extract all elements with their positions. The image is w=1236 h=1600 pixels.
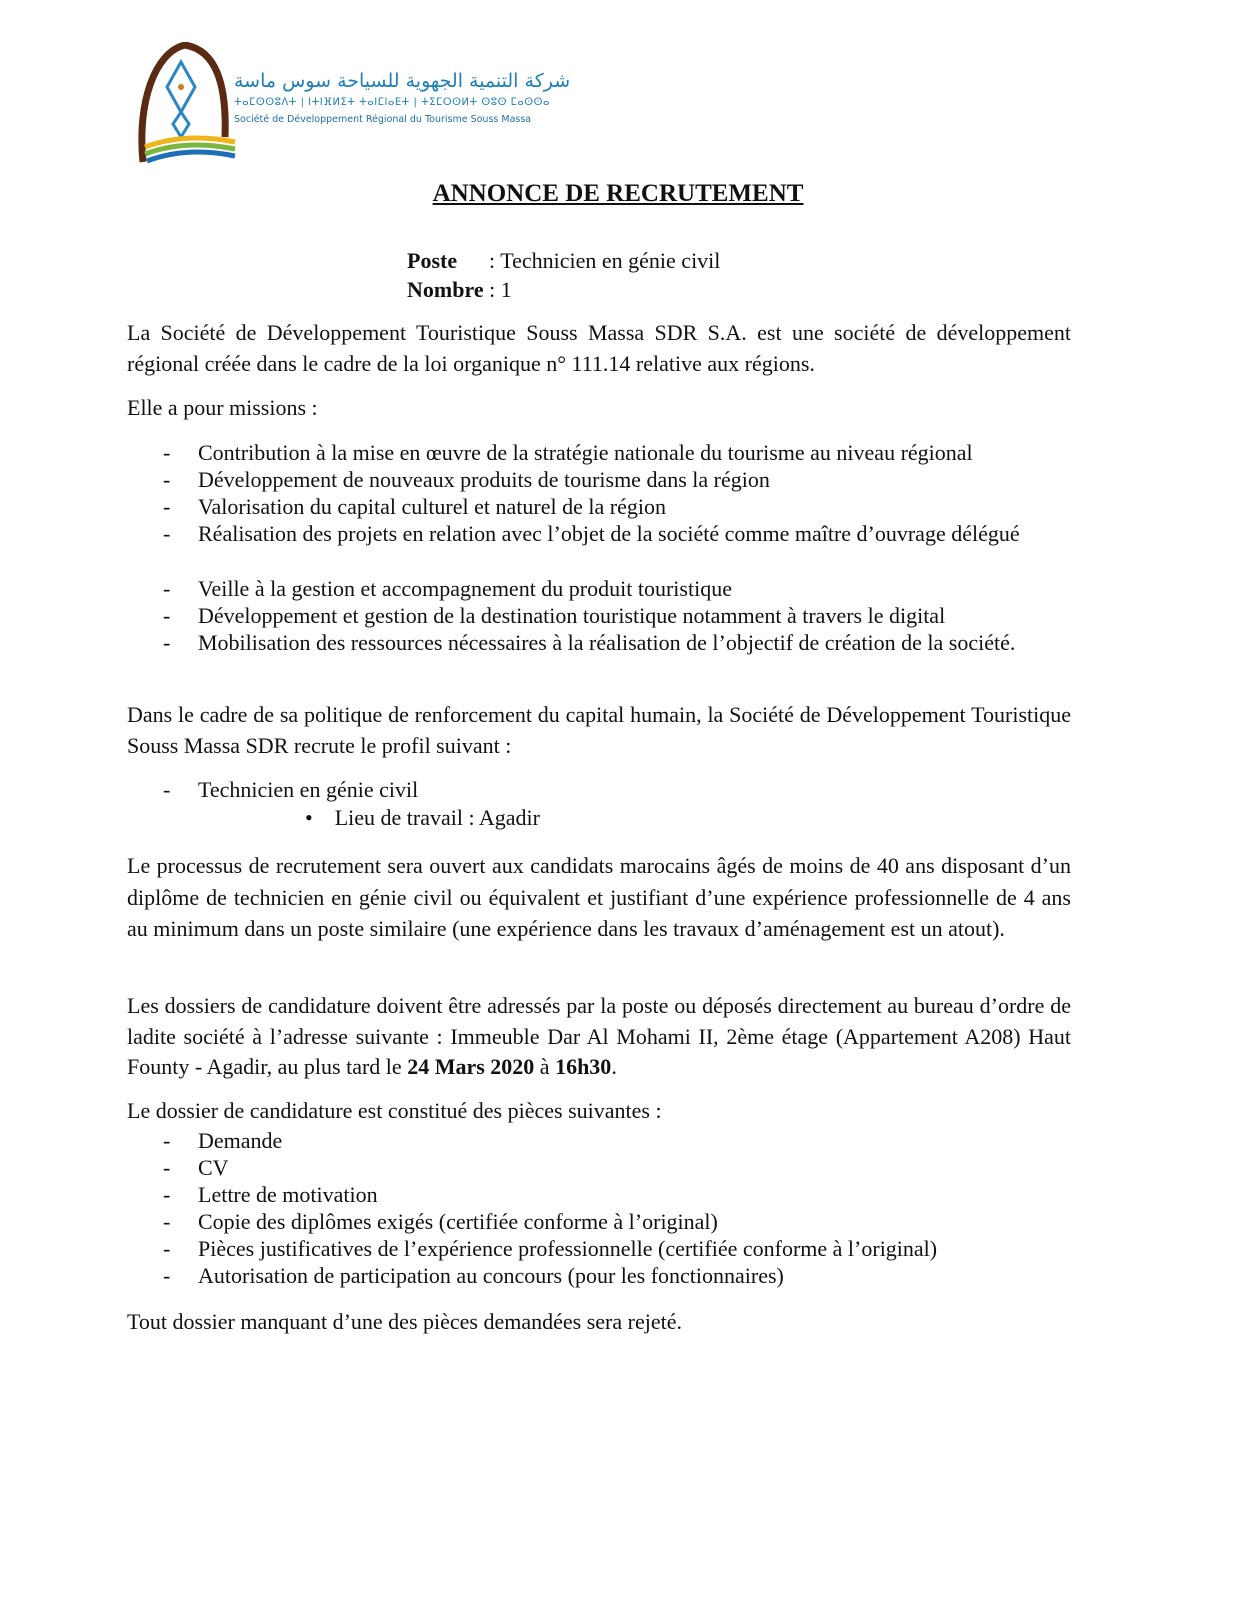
deadline-time: 16h30 xyxy=(555,1054,612,1079)
dash: - xyxy=(163,1263,171,1288)
dash: - xyxy=(163,1182,171,1207)
bullet-icon: • xyxy=(305,805,313,830)
dash: - xyxy=(163,1128,171,1153)
piece-item-text: Pièces justificatives de l’expérience professionnelle (certifiée conforme à l’original) xyxy=(198,1236,938,1261)
poste-line xyxy=(407,248,720,274)
nombre-label: Nombre xyxy=(407,277,484,302)
mission-item-text: Développement et gestion de la destination touristique notamment à travers le digital xyxy=(198,603,946,628)
piece-item xyxy=(163,1208,1063,1235)
depot-end: . xyxy=(611,1054,617,1079)
piece-item-text: Autorisation de participation au concours (pour les fonctionnaires) xyxy=(198,1263,784,1288)
dossier-intro: Le dossier de candidature est constitué des pièces suivantes : xyxy=(127,1098,662,1123)
nombre-line xyxy=(407,277,512,303)
mission-item-text: Valorisation du capital culturel et naturel de la région xyxy=(198,494,666,519)
poste-label: Poste xyxy=(407,248,458,273)
piece-item xyxy=(163,1127,1063,1154)
mission-item-text: Développement de nouveaux produits de tourisme dans la région xyxy=(198,467,770,492)
mission-item xyxy=(163,602,1063,629)
depot-paragraph xyxy=(127,991,1071,1083)
dash: - xyxy=(163,603,171,628)
mission-item xyxy=(163,629,1063,656)
depot-a: à xyxy=(534,1054,556,1079)
intro-paragraph: La Société de Développement Touristique Souss Massa SDR S.A. est une société de développement régional créée dans le cadre de la loi organique n° 111.14 relative aux régions. xyxy=(127,320,1071,376)
closing-paragraph: Tout dossier manquant d’une des pièces demandées sera rejeté. xyxy=(127,1309,682,1334)
dash: - xyxy=(163,521,171,546)
mission-item-text: Contribution à la mise en œuvre de la stratégie nationale du tourisme au niveau régional xyxy=(198,440,973,465)
document-title: ANNONCE DE RECRUTEMENT xyxy=(432,180,804,207)
dash: - xyxy=(163,467,171,492)
dash: - xyxy=(163,1236,171,1261)
conditions-paragraph: Le processus de recrutement sera ouvert aux candidats marocains âgés de moins de 40 ans disposant d’un diplôme de technicien en génie civil ou équivalent et justifiant d’une expérience professionnelle de 4 ans au minimum dans un poste similaire (une expérience dans les travaux d’aménagement est un atout). xyxy=(127,853,1071,941)
profil-intro: Dans le cadre de sa politique de renforcement du capital humain, la Société de Développement Touristique Souss Massa SDR recrute le profil suivant : xyxy=(127,702,1071,758)
dash: - xyxy=(163,777,171,802)
nombre-value: : 1 xyxy=(483,277,512,302)
dash: - xyxy=(163,630,171,655)
piece-item-text: Lettre de motivation xyxy=(198,1182,378,1207)
depot-text: Les dossiers de candidature doivent être adressés par la poste ou déposés directement au bureau d’ordre de ladite société à l’adresse suivante : Immeuble Dar Al Mohami II, 2ème étage (Appartement A208) Haut Founty - Agadir, au plus tard le xyxy=(127,993,1071,1079)
missions-intro: Elle a pour missions : xyxy=(127,395,318,420)
mission-item xyxy=(163,493,1063,520)
lieu-item xyxy=(305,805,540,831)
lieu-text: Lieu de travail : Agadir xyxy=(334,805,540,830)
dash: - xyxy=(163,576,171,601)
mission-item xyxy=(163,466,1063,493)
piece-item xyxy=(163,1181,1063,1208)
piece-item-text: Demande xyxy=(198,1128,283,1153)
logo-tifinagh-text: ⵜⴰⵎⵙⵙⵓⴷⵜ | ⵏⵜⵏⴼⵍⵉⵜ ⵜⴰⵏⵎⵏⴰⴹⵜ | ⵜⵉⵎⵔⵙⵍⵜ ⵙⵓⵙ ⵎⴰⵙⵙⴰ xyxy=(234,97,551,108)
mission-item-text: Mobilisation des ressources nécessaires à la réalisation de l’objectif de création de la société. xyxy=(198,630,1016,655)
poste-value: : Technicien en génie civil xyxy=(489,248,721,273)
piece-item xyxy=(163,1154,1063,1181)
mission-item xyxy=(163,575,1063,602)
deadline-date: 24 Mars 2020 xyxy=(407,1054,535,1079)
dash: - xyxy=(163,494,171,519)
profil-text: Technicien en génie civil xyxy=(198,777,419,802)
dash: - xyxy=(163,440,171,465)
logo-arabic-text: شركة التنمية الجهوية للسياحة سوس ماسة xyxy=(234,70,571,92)
piece-item-text: Copie des diplômes exigés (certifiée conforme à l’original) xyxy=(198,1209,718,1234)
mission-item-text: Réalisation des projets en relation avec l’objet de la société comme maître d’ouvrage délégué xyxy=(198,521,1020,546)
mission-item xyxy=(163,520,1063,547)
mission-item-text: Veille à la gestion et accompagnement du produit touristique xyxy=(198,576,732,601)
dash: - xyxy=(163,1155,171,1180)
piece-item xyxy=(163,1235,1063,1262)
mission-item xyxy=(163,439,1063,466)
piece-item-text: CV xyxy=(198,1155,229,1180)
logo-french-text: Société de Développement Régional du Tourisme Souss Massa xyxy=(234,114,532,125)
logo-emblem-icon xyxy=(135,42,245,167)
dash: - xyxy=(163,1209,171,1234)
piece-item xyxy=(163,1262,1063,1289)
profil-item xyxy=(163,776,1063,803)
